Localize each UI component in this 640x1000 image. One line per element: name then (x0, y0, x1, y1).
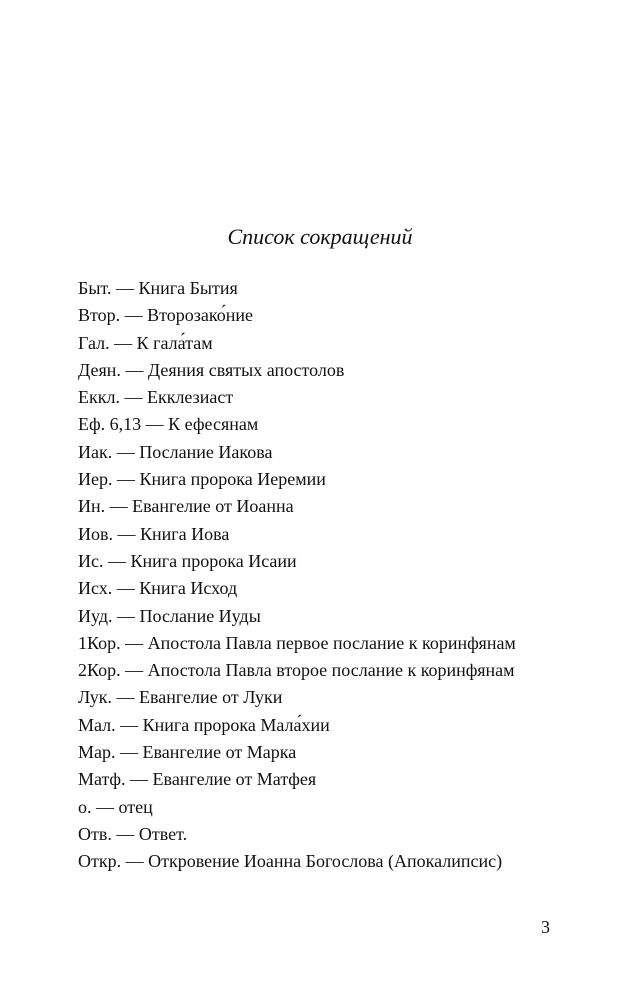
list-item: Ис. — Книга пророка Исаии (78, 550, 297, 571)
list-item: Исх. — Книга Исход (78, 578, 238, 599)
list-item: Еккл. — Екклезиаст (78, 387, 234, 408)
list-item: Деян. — Деяния святых апостолов (78, 359, 345, 380)
list-item: о. — отец (78, 796, 153, 817)
page-number: 3 (541, 917, 550, 937)
list-item: Матф. — Евангелие от Матфея (78, 769, 317, 790)
list-item: Втор. — Второзако́ние (78, 305, 253, 326)
list-item: Отв. — Ответ. (78, 823, 188, 844)
list-item: Иер. — Книга пророка Иеремии (78, 469, 326, 490)
list-item: 1Кор. — Апостола Павла первое послание к коринфянам (78, 632, 516, 653)
list-item: Мал. — Книга пророка Мала́хии (78, 714, 330, 735)
list-item: Откр. — Откровение Иоанна Богослова (Апокалипсис) (78, 851, 503, 872)
list-item: Иов. — Книга Иова (78, 523, 230, 544)
list-item: 2Кор. — Апостола Павла второе послание к коринфянам (78, 660, 515, 681)
list-item: Иак. — Послание Иакова (78, 441, 273, 462)
list-item: Лук. — Евангелие от Луки (78, 687, 283, 708)
list-item: Ин. — Евангелие от Иоанна (78, 496, 294, 517)
list-item: Гал. — К гала́там (78, 332, 213, 353)
list-item: Иуд. — Послание Иуды (78, 605, 261, 626)
list-item: Еф. 6,13 — К ефесянам (78, 414, 259, 435)
abbreviations-list (78, 275, 568, 876)
list-item: Мар. — Евангелие от Марка (78, 742, 297, 763)
list-item: Быт. — Книга Бытия (78, 278, 238, 298)
page-title: Список сокращений (227, 224, 413, 249)
